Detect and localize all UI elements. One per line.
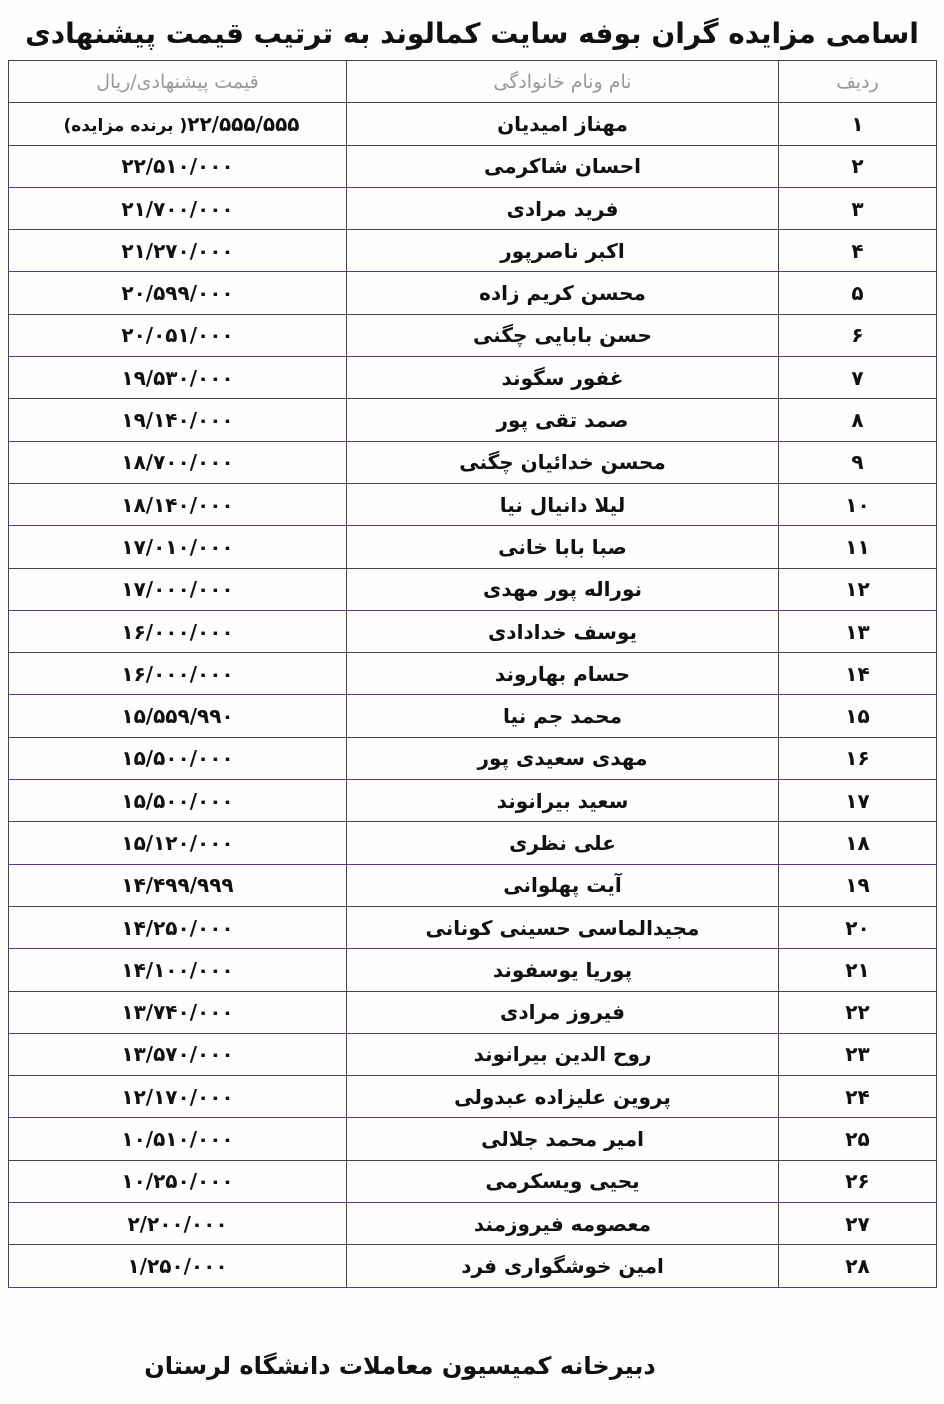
- row-price: ۱۸/۱۴۰/۰۰۰: [121, 492, 234, 517]
- row-price: ۲۱/۲۷۰/۰۰۰: [121, 238, 234, 263]
- row-price-cell: [9, 103, 347, 145]
- row-name: پروین علیزاده عبدولی: [347, 1076, 779, 1118]
- row-name: مهناز امیدیان: [347, 103, 779, 145]
- row-price-cell: [9, 653, 347, 695]
- row-price-cell: [9, 1245, 347, 1287]
- row-index: ۱۲: [779, 568, 937, 610]
- row-price-cell: [9, 314, 347, 356]
- row-price-cell: [9, 1076, 347, 1118]
- row-index: ۴: [779, 230, 937, 272]
- row-name: احسان شاکرمی: [347, 145, 779, 187]
- row-price-cell: [9, 737, 347, 779]
- header-name: نام ونام خانوادگی: [347, 61, 779, 103]
- table-row: [9, 695, 937, 737]
- table-row: [9, 610, 937, 652]
- row-price-cell: [9, 822, 347, 864]
- footer-signature: دبیرخانه کمیسیون معاملات دانشگاه لرستان: [144, 1352, 656, 1380]
- table-row: [9, 949, 937, 991]
- row-price: ۲۱/۷۰۰/۰۰۰: [121, 196, 234, 221]
- row-name: لیلا دانیال نیا: [347, 483, 779, 525]
- row-price: ۲/۲۰۰/۰۰۰: [127, 1211, 228, 1236]
- row-price-cell: [9, 483, 347, 525]
- row-name: فرید مرادی: [347, 187, 779, 229]
- row-price-cell: [9, 949, 347, 991]
- row-name: علی نظری: [347, 822, 779, 864]
- row-index: ۲۷: [779, 1203, 937, 1245]
- row-index: ۱۱: [779, 526, 937, 568]
- row-price: ۲۰/۰۵۱/۰۰۰: [121, 323, 234, 348]
- table-row: [9, 1245, 937, 1287]
- table-row: [9, 483, 937, 525]
- row-price: ۱۹/۵۳۰/۰۰۰: [121, 365, 234, 390]
- row-price: ۱۴/۴۹۹/۹۹۹: [121, 873, 234, 898]
- row-name: آیت پهلوانی: [347, 864, 779, 906]
- row-price-cell: [9, 864, 347, 906]
- table-row: [9, 653, 937, 695]
- row-price-cell: [9, 695, 347, 737]
- table-row: [9, 526, 937, 568]
- row-price: ۱۵/۵۰۰/۰۰۰: [121, 788, 234, 813]
- row-price: ۱۳/۵۷۰/۰۰۰: [121, 1042, 234, 1067]
- table-row: [9, 1118, 937, 1160]
- row-price-cell: [9, 1118, 347, 1160]
- row-name: مهدی سعیدی پور: [347, 737, 779, 779]
- row-index: ۷: [779, 357, 937, 399]
- row-name: حسام بهاروند: [347, 653, 779, 695]
- row-name: غفور سگوند: [347, 357, 779, 399]
- table-row: [9, 568, 937, 610]
- row-index: ۱۳: [779, 610, 937, 652]
- row-name: فیروز مرادی: [347, 991, 779, 1033]
- page-title: اسامی مزایده گران بوفه سایت کمالوند به ترتیب قیمت پیشنهادی: [25, 17, 919, 50]
- row-index: ۲۱: [779, 949, 937, 991]
- row-price-cell: [9, 526, 347, 568]
- table-row: [9, 1160, 937, 1202]
- row-index: ۱۴: [779, 653, 937, 695]
- row-name: صمد تقی پور: [347, 399, 779, 441]
- row-index: ۶: [779, 314, 937, 356]
- row-name: یحیی ویسکرمی: [347, 1160, 779, 1202]
- row-index: ۲۶: [779, 1160, 937, 1202]
- row-price: ۲۲/۵۵۵/۵۵۵: [187, 111, 300, 136]
- header-price: قیمت پیشنهادی/ریال: [9, 61, 347, 103]
- table-row: [9, 1033, 937, 1075]
- row-index: ۸: [779, 399, 937, 441]
- row-name: حسن بابایی چگنی: [347, 314, 779, 356]
- row-index: ۹: [779, 441, 937, 483]
- row-price: ۱۴/۲۵۰/۰۰۰: [121, 915, 234, 940]
- table-row: [9, 272, 937, 314]
- row-price-cell: [9, 568, 347, 610]
- row-price: ۱۶/۰۰۰/۰۰۰: [121, 661, 234, 686]
- row-name: محسن خدائیان چگنی: [347, 441, 779, 483]
- header-index: ردیف: [779, 61, 937, 103]
- row-index: ۱: [779, 103, 937, 145]
- table-row: [9, 1076, 937, 1118]
- row-price: ۱/۲۵۰/۰۰۰: [127, 1253, 228, 1278]
- table-row: [9, 864, 937, 906]
- row-index: ۱۸: [779, 822, 937, 864]
- row-name: مجیدالماسی حسینی کونانی: [347, 906, 779, 948]
- row-name: صبا بابا خانی: [347, 526, 779, 568]
- row-name: نوراله پور مهدی: [347, 568, 779, 610]
- row-index: ۵: [779, 272, 937, 314]
- table-row: [9, 187, 937, 229]
- table-row: [9, 906, 937, 948]
- table-row: [9, 357, 937, 399]
- table-row: [9, 145, 937, 187]
- row-price: ۱۵/۵۵۹/۹۹۰: [121, 704, 234, 729]
- row-price-cell: [9, 1160, 347, 1202]
- winner-note: ( برنده مزایده): [63, 115, 188, 136]
- table-row: [9, 1203, 937, 1245]
- row-name: معصومه فیروزمند: [347, 1203, 779, 1245]
- row-price: ۱۴/۱۰۰/۰۰۰: [121, 957, 234, 982]
- row-price-cell: [9, 991, 347, 1033]
- row-name: سعید بیرانوند: [347, 780, 779, 822]
- row-price: ۱۵/۵۰۰/۰۰۰: [121, 746, 234, 771]
- row-index: ۱۵: [779, 695, 937, 737]
- row-price-cell: [9, 357, 347, 399]
- row-price: ۱۸/۷۰۰/۰۰۰: [121, 450, 234, 475]
- row-price-cell: [9, 399, 347, 441]
- row-price-cell: [9, 610, 347, 652]
- row-name: امیر محمد جلالی: [347, 1118, 779, 1160]
- table-header-row: [9, 61, 937, 103]
- row-price-cell: [9, 780, 347, 822]
- table-row: [9, 441, 937, 483]
- row-index: ۱۹: [779, 864, 937, 906]
- row-price-cell: [9, 145, 347, 187]
- row-name: پوریا یوسفوند: [347, 949, 779, 991]
- row-price: ۱۵/۱۲۰/۰۰۰: [121, 830, 234, 855]
- row-price: ۱۰/۵۱۰/۰۰۰: [121, 1127, 234, 1152]
- table-row: [9, 314, 937, 356]
- row-price-cell: [9, 187, 347, 229]
- table-row: [9, 737, 937, 779]
- row-price: ۲۰/۵۹۹/۰۰۰: [121, 281, 234, 306]
- row-price-cell: [9, 230, 347, 272]
- table-row: [9, 991, 937, 1033]
- row-price-cell: [9, 1033, 347, 1075]
- table-row: [9, 103, 937, 145]
- row-index: ۲۴: [779, 1076, 937, 1118]
- row-price: ۱۶/۰۰۰/۰۰۰: [121, 619, 234, 644]
- row-index: ۲۲: [779, 991, 937, 1033]
- row-name: امین خوشگواری فرد: [347, 1245, 779, 1287]
- table-row: [9, 230, 937, 272]
- table-row: [9, 780, 937, 822]
- row-index: ۲۳: [779, 1033, 937, 1075]
- table-body: [9, 103, 937, 1287]
- row-price: ۱۹/۱۴۰/۰۰۰: [121, 408, 234, 433]
- row-index: ۲۸: [779, 1245, 937, 1287]
- row-price: ۱۷/۰۱۰/۰۰۰: [121, 534, 234, 559]
- row-name: محسن کریم زاده: [347, 272, 779, 314]
- row-name: یوسف خدادادی: [347, 610, 779, 652]
- row-price: ۲۲/۵۱۰/۰۰۰: [121, 154, 234, 179]
- row-price-cell: [9, 1203, 347, 1245]
- row-price: ۱۷/۰۰۰/۰۰۰: [121, 577, 234, 602]
- row-index: ۱۷: [779, 780, 937, 822]
- row-name: روح الدین بیرانوند: [347, 1033, 779, 1075]
- row-index: ۱۰: [779, 483, 937, 525]
- row-index: ۲: [779, 145, 937, 187]
- row-index: ۳: [779, 187, 937, 229]
- row-price-cell: [9, 272, 347, 314]
- row-price: ۱۰/۲۵۰/۰۰۰: [121, 1169, 234, 1194]
- row-price-cell: [9, 441, 347, 483]
- row-price: ۱۳/۷۴۰/۰۰۰: [121, 1000, 234, 1025]
- row-price: ۱۲/۱۷۰/۰۰۰: [121, 1084, 234, 1109]
- table-row: [9, 822, 937, 864]
- row-name: محمد جم نیا: [347, 695, 779, 737]
- row-index: ۲۵: [779, 1118, 937, 1160]
- table-row: [9, 399, 937, 441]
- row-index: ۱۶: [779, 737, 937, 779]
- row-name: اکبر ناصرپور: [347, 230, 779, 272]
- row-price-cell: [9, 906, 347, 948]
- row-index: ۲۰: [779, 906, 937, 948]
- bids-table: [8, 60, 937, 1288]
